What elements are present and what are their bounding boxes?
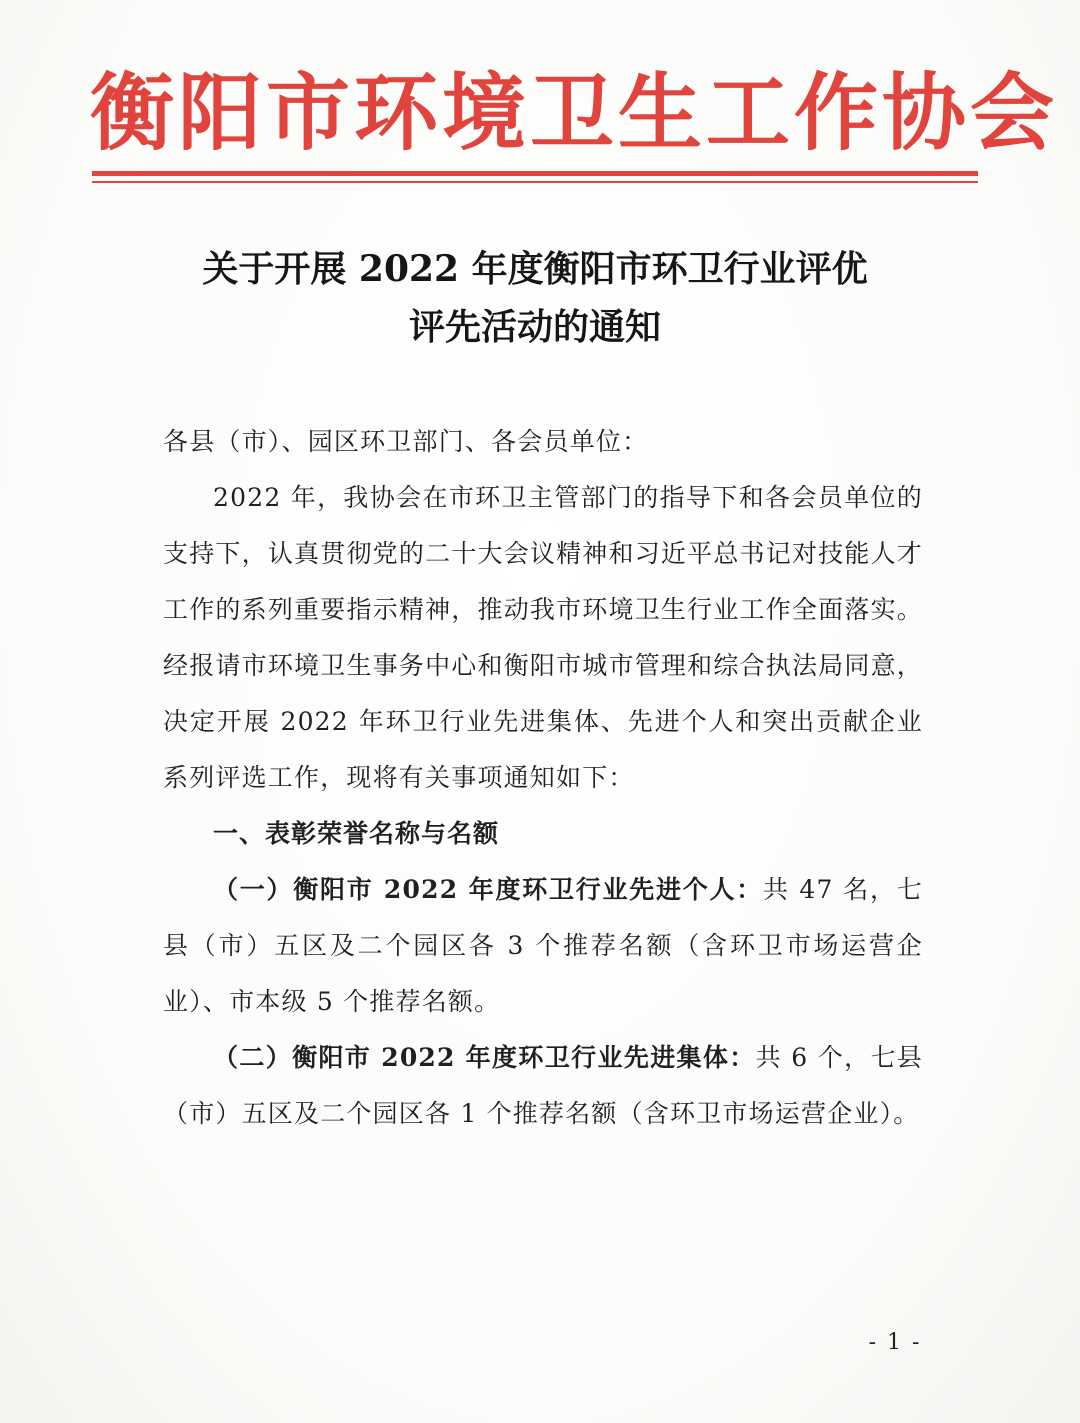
item-text: 共 47 名，七县（市）五区及二个园区各 3 个推荐名额（含环卫市场运营企业）、市本级 5 个推荐名额。 <box>163 875 924 1016</box>
letterhead-rule-thin <box>92 181 978 183</box>
intro-paragraph: 2022 年，我协会在市环卫主管部门的指导下和各会员单位的支持下，认真贯彻党的二十大会议精神和习近平总书记对技能人才工作的系列重要指示精神，推动我市环境卫生行业工作全面落实。经报请市环境卫生事务中心和衡阳市城市管理和综合执法局同意，决定开展 2022 年环卫行业先进集体、先进个人和突出贡献企业系列评选工作，现将有关事项通知如下： <box>163 483 923 792</box>
document-body <box>163 414 923 1142</box>
salutation: 各县（市）、园区环卫部门、各会员单位： <box>163 427 649 456</box>
section-item <box>163 862 923 1030</box>
document-title <box>100 240 970 356</box>
item-heading: （一）衡阳市 2022 年度环卫行业先进个人： <box>213 875 763 904</box>
letterhead-org-name: 衡阳市环境卫生工作协会 <box>90 63 1059 162</box>
letterhead-rule-thick <box>92 171 978 176</box>
title-line-2: 评先活动的通知 <box>408 306 661 348</box>
page-number: - 1 - <box>868 1330 922 1355</box>
item-heading: （二）衡阳市 2022 年度环卫行业先进集体： <box>213 1043 756 1072</box>
title-line-1: 关于开展 2022 年度衡阳市环卫行业评优 <box>202 248 868 290</box>
section-item <box>163 1030 923 1142</box>
item-text: 共 6 个，七县（市）五区及二个园区各 1 个推荐名额（含环卫市场运营企业）。 <box>163 1043 924 1128</box>
section-heading: 一、表彰荣誉名称与名额 <box>213 819 500 848</box>
